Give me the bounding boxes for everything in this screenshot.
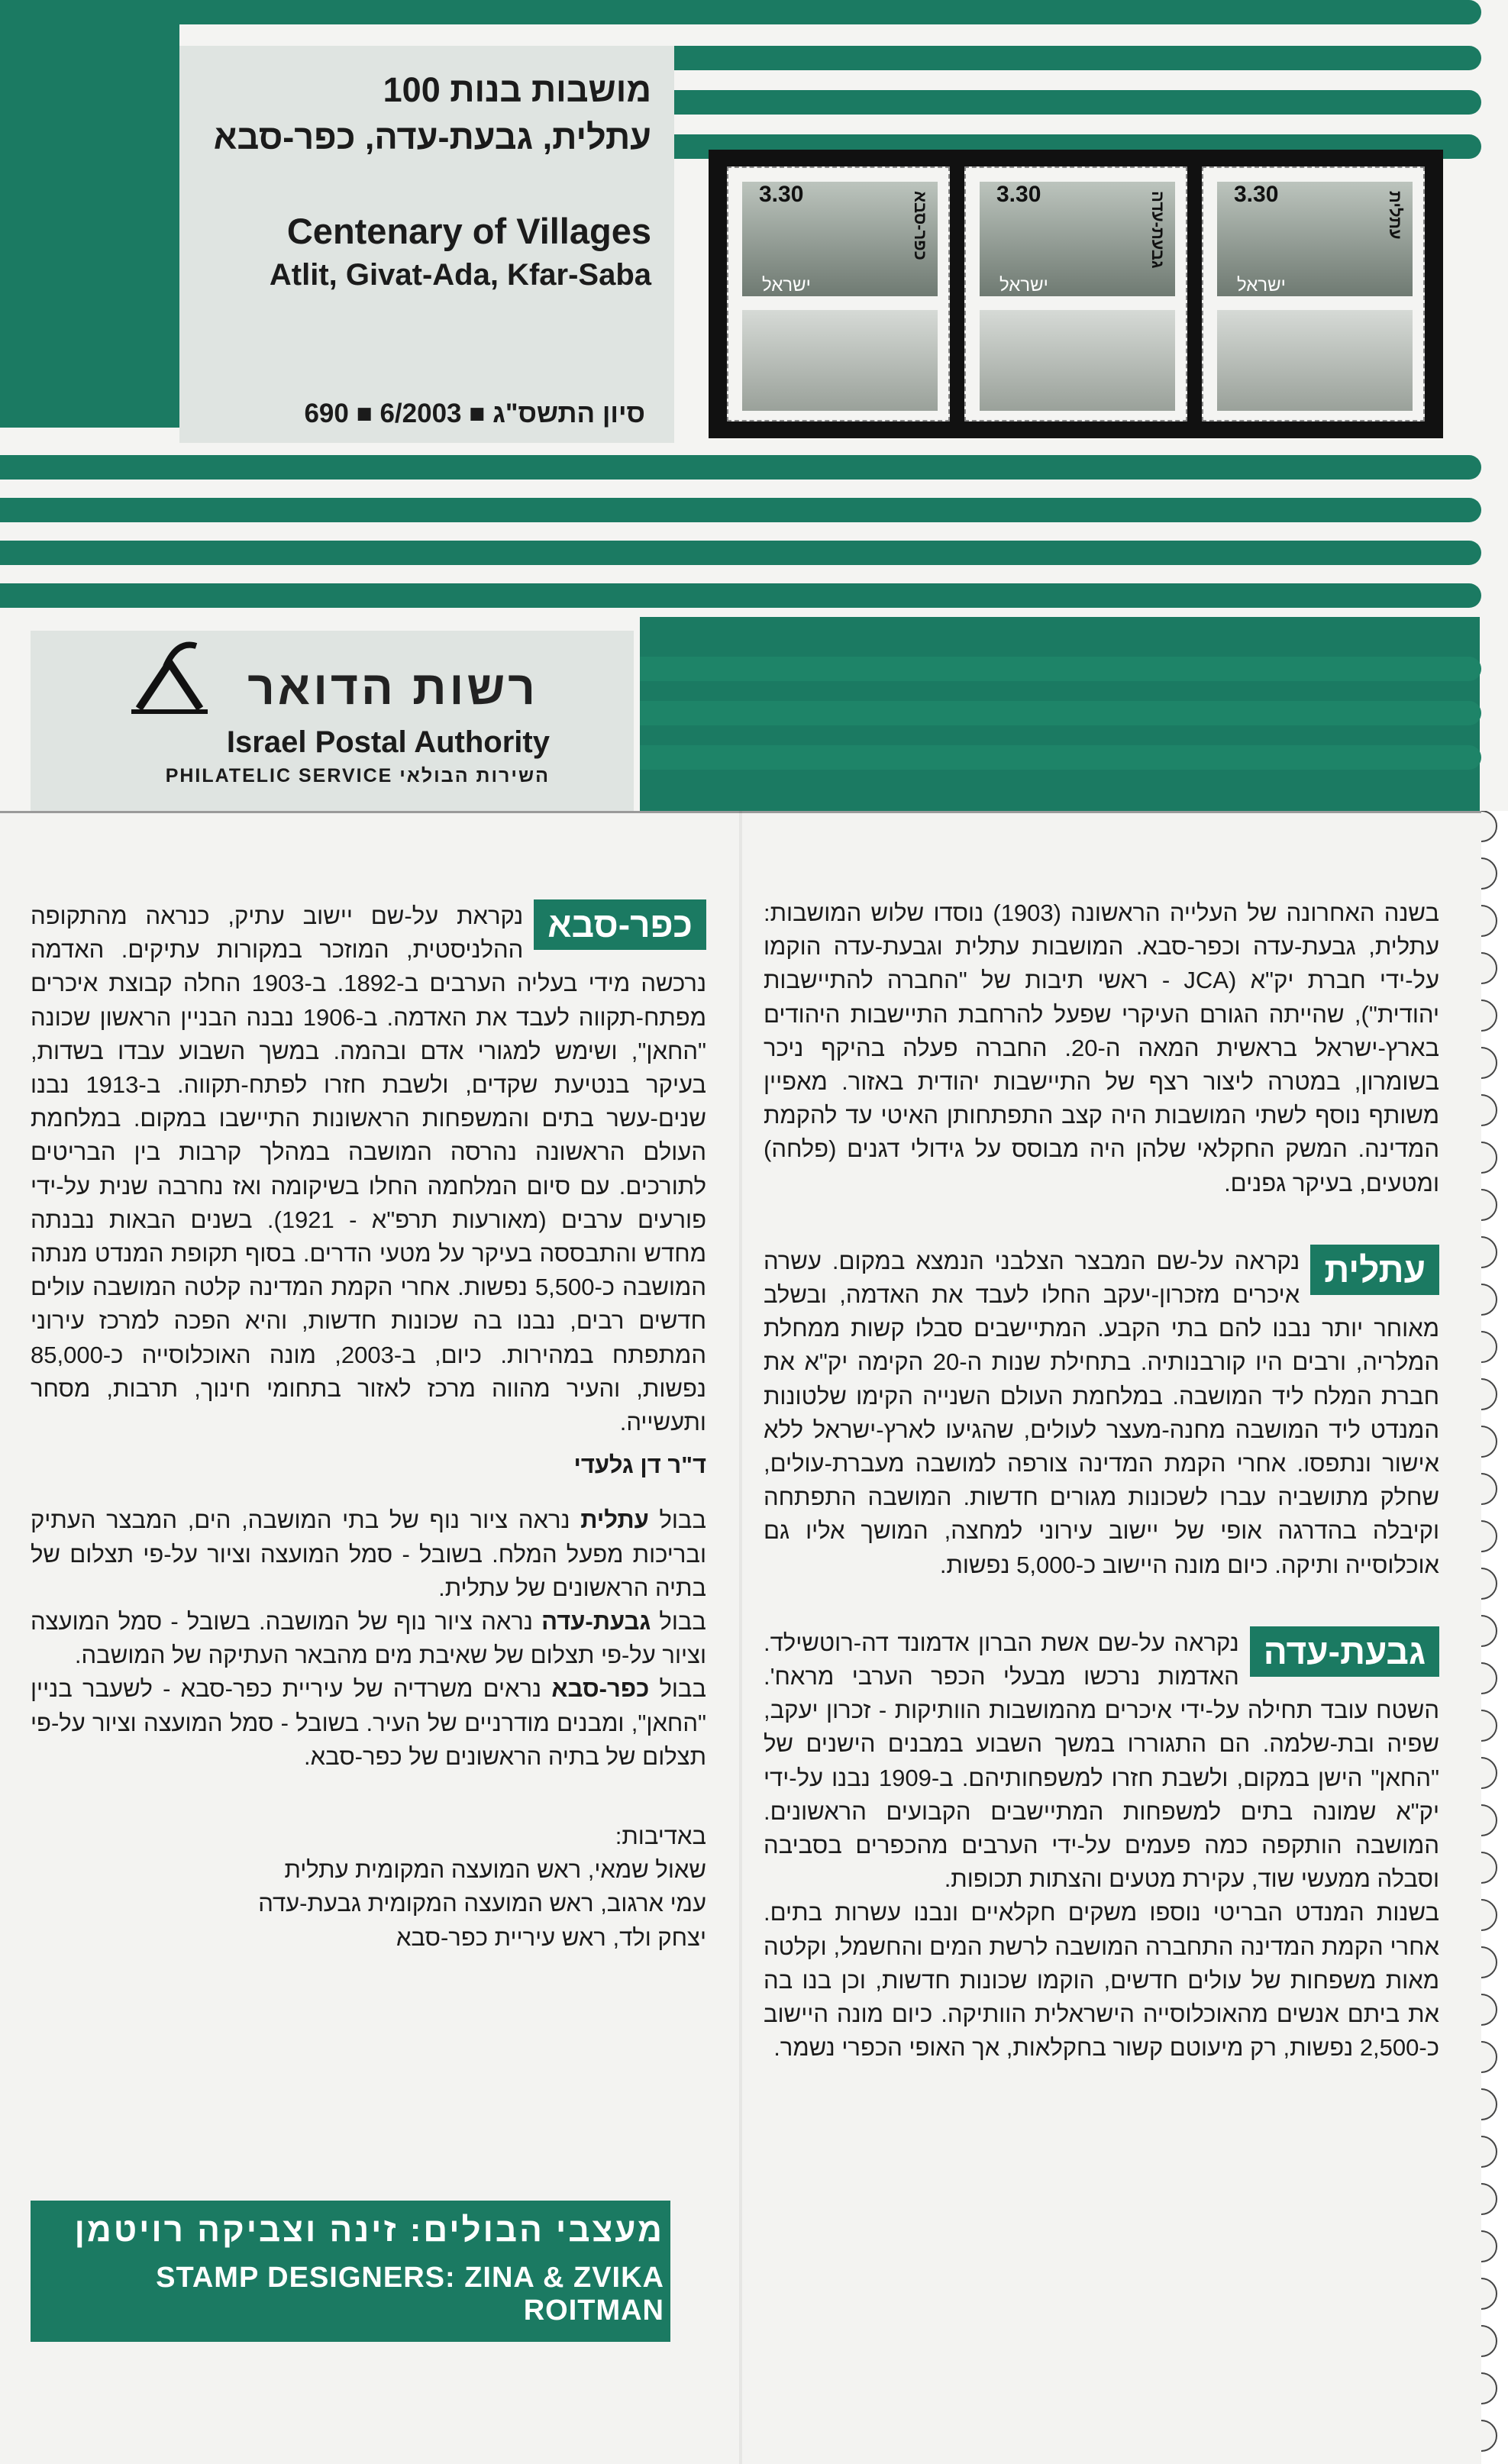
green-stripe bbox=[674, 46, 1481, 70]
kfar-text: נקראת על-שם יישוב עתיק, כנראה מהתקופה ההלניסטית, המוזכר במקורות עתיקים. האדמה נרכשה מידי בעליה הערבים ב-1892. ב-1903 החלה קבוצת איכרים מפתח-תקווה לעבד את האדמה. ב-1906 נבנה הבניין הראשון שכונה "החאן", ושימש למגורי אדם ובהמה. במשך השבוע עבדו בשדות, בעיקר בנטיעת שקדים, ולשבת חזרו לפתח-תקווה. ב-1913 נבנו שנים-עשר בתים והמשפחות הראשונות התיישבו במקום. במלחמת העולם הראשונה נהרסה המושבה במהלך קרבות בין הבריטים לתורכים. עם סיום המלחמה החלו בשיקומה ואז נחרבה שנית על-ידי פורעים ערבים (מאורעות תרפ"א - 1921). בשנים הבאות נבנתה מחדש והתבססה בעיקר על מטעי הדרים. בסוף תקופת המנדט מנתה המושבה כ-5,500 נפשות. אחרי הקמת המדינה קלטה המושבה עולים חדשים רבים, נבנו בה שכונות חדשות, והיא הפכה למרכז עירוני המתפתח במהירות. כיום, ב-2003, מונה האוכלוסייה כ-85,000 נפשות, והעיר מהווה מרכז לאזור בתחומי חינוך, תרבות, מסחר ותעשייה. bbox=[31, 903, 707, 1436]
stamp-country: ישראל bbox=[1237, 275, 1286, 295]
authority-name-english: Israel Postal Authority bbox=[226, 725, 550, 759]
stamp-description-givat bbox=[31, 1605, 706, 1672]
atlit-text: נקראה על-שם המבצר הצלבני הנמצא במקום. עשרה איכרים מזכרון-יעקב החלו לעבד את האדמה, ובשלב מאוחר יותר נבנו להם בתי הקבע. המתיישבים סבלו קשות ממחלת המלריה, ורבים היו קורבנותיה. בתחילת שנות ה-20 הקימה יק"א את חברת המלח ליד המושבה. במלחמת העולם השנייה הקימו שלטונות המנדט ליד המושבה מחנה-מעצר לעולים, שהגיעו לארץ-ישראל ללא אישור ונתפסו. אחרי הקמת המדינה צורפה למושבה מעברת-עולים, שחלק מתושביה עברו לשכונות מגורים חדשות. המושבה התפתחה וקיבלה בהדרגה אופי של יישוב עירוני למחצה, המושך אליו גם אוכלוסייה ותיקה. כיום מונה היישוב כ-5,000 נפשות. bbox=[764, 1247, 1439, 1578]
green-stripe bbox=[0, 0, 1481, 24]
title-hebrew: מושבות בנות 100 bbox=[383, 70, 651, 109]
right-text-column bbox=[764, 896, 1439, 2065]
title-english: Centenary of Villages bbox=[286, 211, 651, 251]
author-line bbox=[31, 1448, 706, 1482]
desc-prefix: בבול bbox=[659, 1675, 706, 1703]
stamp-atlit bbox=[1202, 166, 1425, 421]
stamp-tab-artwork bbox=[1217, 310, 1413, 411]
philatelic-service: PHILATELIC SERVICE השירות הבולאי bbox=[165, 765, 550, 786]
thanks-line: עמי ארגוב, ראש המועצה המקומית גבעת-עדה bbox=[258, 1890, 706, 1917]
postal-authority-logo-icon bbox=[124, 632, 215, 724]
desc-stamp-name: כפר-סבא bbox=[551, 1675, 650, 1703]
atlit-section bbox=[764, 1245, 1439, 1582]
green-stripe bbox=[640, 745, 1481, 770]
vertical-fold bbox=[739, 811, 742, 2464]
intro-paragraph: בשנה האחרונה של העלייה הראשונה (1903) נוסדו שלוש המושבות: עתלית, גבעת-עדה וכפר-סבא. המושבות עתלית וגבעת-עדה הוקמו על-ידי חברת יק"א (JCA - ראשי תיבות של "החברה להתיישבות יהודית"), שהייתה הגורם העיקרי שפעל להרחבת התיישבות היהודים בארץ-ישראל בראשית המאה ה-20. החברה פעלה בהיקף ניכר בשומרון, במטרה ליצור רצף של התיישבות יהודית באזור. מאפיין משותף נוסף לשתי המושבות היה קצב התפתחותן האיטי עד להקמת המדינה. המשק החקלאי שלהן היה מבוסס על גידולי דגנים (פלחה) ומטעים, בעיקר גפנים. bbox=[764, 899, 1439, 1196]
designers-hebrew: מעצבי הבולים: זינה וצביקה רויטמן bbox=[74, 2211, 664, 2249]
givat-text: נקראה על-שם אשת הברון אדמונד דה-רוטשילד. האדמות נרכשו מבעלי הכפר הערבי מראח'. השטח עובד תחילה על-ידי איכרים מהמושבות הוותיקות - זכרון יעקב, שפיה ובת-שלמה. הם התגוררו במשך השבוע במבנים הישנים של "החאן" הישן במקום, ולשבת חזרו למשפחותיהם. ב-1909 נבנו על-ידי יק"א שמונה בתים למשפחות המתיישבים הקבועים הראשונים. המושבה הותקפה כמה פעמים על-ידי הערבים מהכפרים בסביבה וסבלה ממעשי שוד, עקירת מטעים והצתות תכופות. bbox=[764, 1629, 1439, 1893]
stamp-name: גבעת-עדה bbox=[1148, 191, 1167, 269]
stamp-value: 3.30 bbox=[759, 182, 804, 207]
green-stripe bbox=[0, 583, 1481, 608]
desc-stamp-name: עתלית bbox=[580, 1506, 649, 1534]
desc-stamp-name: גבעת-עדה bbox=[541, 1608, 651, 1636]
givat-heading: גבעת-עדה bbox=[1250, 1626, 1439, 1677]
green-corner-top bbox=[0, 0, 179, 428]
stamp-country: ישראל bbox=[999, 275, 1048, 295]
green-stripe bbox=[674, 90, 1481, 115]
stamp-value: 3.30 bbox=[996, 182, 1041, 207]
folder-cover bbox=[0, 0, 1508, 811]
desc-text: נראה ציור נוף של המושבה. בשובל - סמל המועצה וציור על-פי תצלום של שאיבת מים מהבאר העתיקה של המושבה. bbox=[31, 1608, 706, 1669]
perforated-edge bbox=[1481, 811, 1508, 2464]
givat-text-2: בשנות המנדט הבריטי נוספו משקים חקלאיים ונבנו עשרות בתים. אחרי הקמת המדינה התחברה המושבה לרשת המים והחשמל, וקלטה מאות משפחות של עולים חדשים, הוקמו שכונות חדשות, וכן בנו בה את ביתם אנשים מהאוכלוסייה הישראלית הוותיקה. כיום מונה היישוב כ-2,500 נפשות, רק מיעוטם קשור בחקלאות, אך האופי הכפרי נשמר. bbox=[764, 1899, 1439, 2062]
designers-english: STAMP DESIGNERS: ZINA & ZVIKA ROITMAN bbox=[156, 2262, 664, 2327]
issue-info: 690 ■ 6/2003 ■ סיון התשס"ג bbox=[304, 399, 645, 428]
stamp-kfar-saba bbox=[727, 166, 950, 421]
subtitle-hebrew: עתלית, גבעת-עדה, כפר-סבא bbox=[213, 118, 651, 157]
left-text-column bbox=[31, 899, 706, 1955]
desc-text: נראה ציור נוף של בתי המושבה, הים, המבצר העתיק ובריכות מפעל המלח. בשובל - סמל המועצה וציור על-פי תצלום של בתיה הראשונים של עתלית. bbox=[31, 1506, 706, 1601]
stamp-givat-ada bbox=[964, 166, 1187, 421]
green-stripe bbox=[640, 701, 1481, 725]
stamp-tab-artwork bbox=[980, 310, 1175, 411]
stamp-name: עתלית bbox=[1386, 191, 1405, 240]
thanks-title: באדיבות: bbox=[615, 1823, 706, 1850]
stamp-strip bbox=[709, 150, 1443, 438]
givat-section bbox=[764, 1626, 1439, 1897]
atlit-heading: עתלית bbox=[1310, 1245, 1439, 1295]
kfar-heading: כפר-סבא bbox=[534, 899, 706, 950]
thanks-line: יצחק ולד, ראש עיריית כפר-סבא bbox=[396, 1923, 706, 1951]
stamp-value: 3.30 bbox=[1234, 182, 1279, 207]
kfar-section bbox=[31, 899, 706, 1439]
stamp-description-atlit bbox=[31, 1503, 706, 1605]
thanks-line: שאול שמאי, ראש המועצה המקומית עתלית bbox=[284, 1856, 706, 1884]
green-stripe bbox=[0, 498, 1481, 522]
desc-prefix: בבול bbox=[659, 1608, 706, 1636]
stamp-name: כפר-סבא bbox=[911, 191, 930, 260]
subtitle-english: Atlit, Givat-Ada, Kfar-Saba bbox=[269, 258, 651, 292]
stamp-country: ישראל bbox=[762, 275, 811, 295]
authority-name-hebrew: רשות הדואר bbox=[247, 662, 538, 715]
author-prefix: ד"ר bbox=[667, 1452, 706, 1479]
desc-text: נראים משרדיה של עיריית כפר-סבא - לשעבר בניין "החאן", ומבנים מודרניים של העיר. בשובל - סמל המועצה וציור על-פי תצלום של בתיה הראשונים של כפר-סבא. bbox=[31, 1675, 706, 1770]
author-name: דן גלעדי bbox=[573, 1452, 661, 1479]
green-stripe bbox=[0, 541, 1481, 565]
green-stripe bbox=[0, 455, 1481, 480]
stamp-description-kfar bbox=[31, 1672, 706, 1774]
green-stripe bbox=[640, 657, 1481, 681]
desc-prefix: בבול bbox=[659, 1506, 706, 1534]
stamp-tab-artwork bbox=[742, 310, 938, 411]
